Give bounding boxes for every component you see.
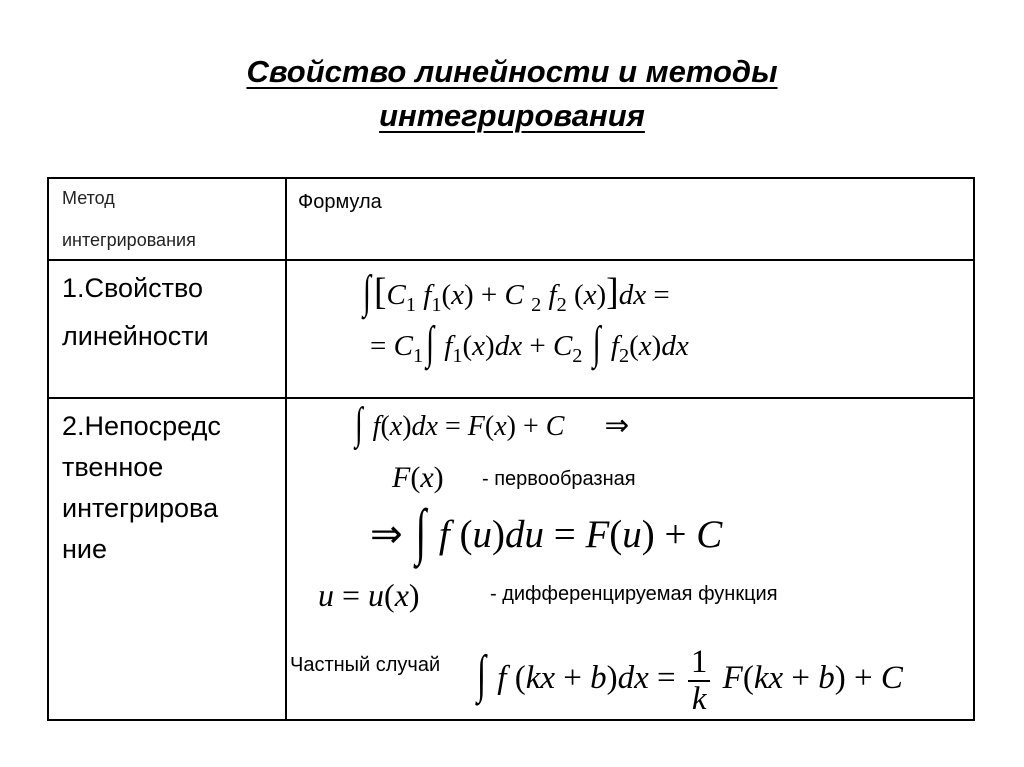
special-case-label: Частный случай [290, 654, 441, 676]
fraction-one-over-k: $\frac{1}{k}$ [688, 645, 711, 716]
antiderivative-note: - первообразная [482, 468, 636, 490]
page-title-line1: Свойство линейности и методы [246, 54, 778, 89]
header-formula: Формула [298, 191, 382, 213]
page-title-line2: интегрирования [379, 98, 645, 133]
row2-method-line4: ние [62, 534, 108, 564]
row-divider [47, 397, 975, 399]
integral-sign: ∫ [363, 267, 371, 319]
direct-integration-formula: ∫ f(x)dx = F(x) + C ⇒ [355, 399, 630, 450]
row1-method-line1: 1.Свойство [62, 273, 204, 303]
linearity-formula-line1: $\int[C_1$ $f_1(x) + C$ $_2$ $f_2$ (x)]dx = [363, 267, 670, 319]
row2-method-line1: 2.Непосредс [62, 411, 221, 441]
header-method-line2: интегрирования [62, 230, 196, 250]
differentiable-note: - дифференцируемая функция [490, 583, 778, 605]
row1-method-line2: линейности [62, 321, 209, 351]
substitution-variable: u = u(x) [318, 577, 420, 613]
row-divider [47, 259, 975, 261]
row2-method-line2: твенное [62, 452, 164, 482]
special-case-formula: ∫ f (kx + b)dx = $\frac{1}{k}$ F(kx + b) + C [477, 644, 903, 717]
antiderivative-symbol: F(x) [392, 461, 444, 494]
row2-method-line3: интегрирова [62, 493, 219, 523]
header-method-line1: Метод [62, 188, 115, 208]
linearity-formula-line2: = $C_1$ ∫ $f_1(x)dx + C_2$ ∫ $f_2(x)dx$ [370, 318, 689, 370]
substitution-formula: ⇒ ∫ f (u)du = F(u) + C [370, 497, 723, 567]
